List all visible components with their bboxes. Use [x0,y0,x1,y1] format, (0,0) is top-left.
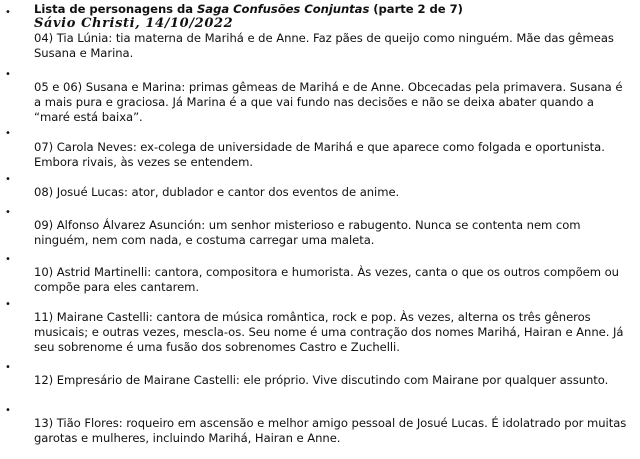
entry-text: 12) Empresário de Mairane Castelli: ele próprio. Vive discutindo com Mairane por qualquer assunto. [34,373,609,387]
author-date-line: Sávio Christi, 14/10/2022 [34,16,234,31]
list-bullet: • [5,128,11,139]
list-item [34,373,632,388]
entry-text: 10) Astrid Martinelli: cantora, compositora e humorista. Às vezes, canta o que os outros compõem ou compõe para eles cantarem. [34,265,619,294]
document-title [34,2,632,17]
list-bullet: • [5,299,11,310]
list-bullet: • [5,254,11,265]
title-suffix: (parte 2 de 7) [369,2,463,16]
list-item [34,265,632,295]
list-bullet: • [5,362,11,373]
list-item [34,185,632,200]
list-bullet: • [5,7,11,18]
title-prefix: Lista de personagens da [34,2,197,16]
entry-text: 13) Tião Flores: roqueiro em ascensão e melhor amigo pessoal de Josué Lucas. É idolatrado por muitas garotas e mulheres, incluindo Marihá, Hairan e Anne. [34,416,627,445]
entry-text: 09) Alfonso Álvarez Asunción: um senhor misterioso e rabugento. Nunca se contenta nem com ninguém, nem com nada, e costuma carregar uma maleta. [34,218,581,247]
list-item [34,416,632,446]
list-item [34,80,632,125]
entry-text: 05 e 06) Susana e Marina: primas gêmeas de Marihá e de Anne. Obcecadas pela primavera. Susana é a mais pura e graciosa. Já Marina é a que vai fundo nas decisões e não se deixa abater quando a “maré está baixa”. [34,80,623,124]
list-item [34,2,632,61]
entry-text: 08) Josué Lucas: ator, dublador e cantor dos eventos de anime. [34,185,400,199]
entry-text: 07) Carola Neves: ex-colega de universidade de Marihá e que aparece como folgada e oportunista. Embora rivais, às vezes se entendem. [34,140,605,169]
entry-text: 04) Tia Lúnia: tia materna de Marihá e de Anne. Faz pães de queijo como ninguém. Mãe das gêmeas Susana e Marina. [34,31,614,60]
list-bullet: • [5,69,11,80]
entry-text: 11) Mairane Castelli: cantora de música romântica, rock e pop. Às vezes, alterna os três gêneros musicais; e outras vezes, mescla-os. Seu nome é uma contração dos nomes Marihá, Hairan e Anne. Já seu sobrenome é uma fusão dos sobrenomes Castro e Zuchelli. [34,310,624,354]
list-item [34,218,632,248]
list-bullet: • [5,174,11,185]
list-bullet: • [5,405,11,416]
list-item [34,140,632,170]
list-bullet: • [5,207,11,218]
list-item [34,310,632,355]
title-saga-name: Saga Confusões Conjuntas [197,2,370,16]
